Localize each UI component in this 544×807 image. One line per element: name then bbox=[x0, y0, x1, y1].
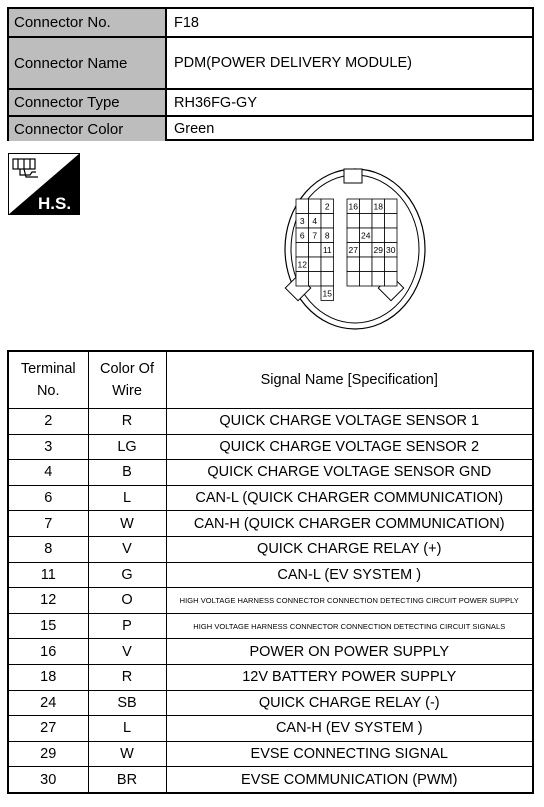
table-row bbox=[8, 613, 533, 639]
terminal-no-cell: 8 bbox=[8, 536, 88, 562]
table-row bbox=[8, 460, 533, 486]
cavity bbox=[309, 243, 322, 258]
signal-name-cell: EVSE COMMUNICATION (PWM) bbox=[166, 767, 533, 793]
wire-color-cell: P bbox=[88, 613, 166, 639]
cavity-label: 27 bbox=[348, 245, 358, 255]
connector-color-label: Connector Color bbox=[9, 117, 167, 141]
table-row bbox=[8, 639, 533, 665]
table-row bbox=[8, 485, 533, 511]
wire-color-cell: G bbox=[88, 562, 166, 588]
cavity bbox=[385, 214, 398, 229]
cavity-block-right bbox=[347, 199, 397, 286]
connector-type-value: RH36FG-GY bbox=[174, 94, 257, 111]
terminal-no-cell: 6 bbox=[8, 485, 88, 511]
terminal-no-cell: 4 bbox=[8, 460, 88, 486]
signal-name-cell: QUICK CHARGE RELAY (-) bbox=[166, 690, 533, 716]
wire-color-cell: V bbox=[88, 536, 166, 562]
connector-type-row bbox=[9, 90, 532, 117]
wire-color-cell: R bbox=[88, 409, 166, 435]
cavity bbox=[347, 257, 360, 272]
cavity bbox=[347, 214, 360, 229]
connector-no-row bbox=[9, 9, 532, 38]
cavity-label: 4 bbox=[312, 216, 318, 226]
cavity bbox=[385, 257, 398, 272]
signal-name-cell: POWER ON POWER SUPPLY bbox=[166, 639, 533, 665]
wire-color-cell: O bbox=[88, 588, 166, 614]
terminal-no-cell: 29 bbox=[8, 741, 88, 767]
connector-info-table bbox=[7, 7, 534, 141]
cavity bbox=[360, 257, 373, 272]
cavity-label: 8 bbox=[324, 230, 330, 241]
terminal-table-body bbox=[8, 409, 533, 793]
terminal-no-cell: 15 bbox=[8, 613, 88, 639]
terminal-table-header bbox=[8, 351, 533, 409]
cavity-label: 2 bbox=[324, 201, 330, 212]
signal-name-cell: EVSE CONNECTING SIGNAL bbox=[166, 741, 533, 767]
signal-name-cell: CAN-L (EV SYSTEM ) bbox=[166, 562, 533, 588]
signal-name-cell: CAN-L (QUICK CHARGER COMMUNICATION) bbox=[166, 485, 533, 511]
table-row bbox=[8, 716, 533, 742]
cavity bbox=[360, 243, 373, 258]
cavity-label: 11 bbox=[322, 245, 332, 255]
connector-no-label: Connector No. bbox=[9, 9, 167, 36]
signal-name-cell: HIGH VOLTAGE HARNESS CONNECTOR CONNECTION DETECTING CIRCUIT POWER SUPPLY bbox=[166, 588, 533, 614]
signal-name-header: Signal Name [Specification] bbox=[166, 351, 533, 409]
cavity bbox=[347, 228, 360, 243]
cavity-label: 6 bbox=[299, 230, 305, 241]
wire-color-cell: W bbox=[88, 511, 166, 537]
signal-name-cell: CAN-H (QUICK CHARGER COMMUNICATION) bbox=[166, 511, 533, 537]
terminal-no-cell: 27 bbox=[8, 716, 88, 742]
table-row bbox=[8, 511, 533, 537]
cavity bbox=[372, 257, 385, 272]
cavity bbox=[309, 257, 322, 272]
cavity bbox=[385, 199, 398, 214]
table-row bbox=[8, 536, 533, 562]
connector-name-row bbox=[9, 38, 532, 90]
connector-type-label: Connector Type bbox=[9, 90, 167, 115]
cavity bbox=[360, 272, 373, 287]
terminal-no-cell: 18 bbox=[8, 664, 88, 690]
wire-color-cell: W bbox=[88, 741, 166, 767]
connector-no-value: F18 bbox=[174, 14, 199, 31]
wire-color-cell: LG bbox=[88, 434, 166, 460]
cavity-label: 12 bbox=[297, 259, 307, 270]
wire-color-header: Color Of Wire bbox=[88, 351, 166, 409]
table-row bbox=[8, 767, 533, 793]
cavity bbox=[372, 214, 385, 229]
cavity bbox=[309, 272, 322, 287]
terminal-no-cell: 11 bbox=[8, 562, 88, 588]
cavity-label: 3 bbox=[299, 216, 305, 226]
cavity-label: 18 bbox=[373, 201, 383, 212]
signal-name-cell: 12V BATTERY POWER SUPPLY bbox=[166, 664, 533, 690]
hs-badge-text: H.S. bbox=[38, 194, 72, 213]
signal-name-cell: QUICK CHARGE VOLTAGE SENSOR 1 bbox=[166, 409, 533, 435]
cavity bbox=[309, 199, 322, 214]
cavity bbox=[296, 243, 309, 258]
terminal-no-cell: 16 bbox=[8, 639, 88, 665]
terminal-no-cell: 7 bbox=[8, 511, 88, 537]
cavity bbox=[296, 199, 309, 214]
wire-color-cell: L bbox=[88, 716, 166, 742]
connector-color-row bbox=[9, 117, 532, 141]
harness-side-badge bbox=[8, 153, 80, 215]
table-row bbox=[8, 588, 533, 614]
cavity-label: 7 bbox=[312, 230, 318, 241]
signal-name-cell: QUICK CHARGE VOLTAGE SENSOR GND bbox=[166, 460, 533, 486]
cavity bbox=[372, 272, 385, 287]
table-row bbox=[8, 690, 533, 716]
connector-name-label: Connector Name bbox=[9, 38, 167, 88]
cavity bbox=[321, 257, 334, 272]
cavity bbox=[385, 272, 398, 287]
table-row bbox=[8, 741, 533, 767]
cavity bbox=[360, 214, 373, 229]
cavity-label: 16 bbox=[348, 201, 358, 212]
table-row bbox=[8, 434, 533, 460]
wire-color-cell: B bbox=[88, 460, 166, 486]
terminal-table bbox=[7, 350, 534, 794]
wire-color-cell: V bbox=[88, 639, 166, 665]
table-row bbox=[8, 562, 533, 588]
cavity bbox=[372, 228, 385, 243]
wire-color-cell: BR bbox=[88, 767, 166, 793]
terminal-no-cell: 2 bbox=[8, 409, 88, 435]
signal-name-cell: QUICK CHARGE RELAY (+) bbox=[166, 536, 533, 562]
terminal-no-cell: 3 bbox=[8, 434, 88, 460]
table-row bbox=[8, 664, 533, 690]
table-row bbox=[8, 409, 533, 435]
terminal-no-cell: 12 bbox=[8, 588, 88, 614]
cavity-label: 29 bbox=[373, 245, 383, 255]
wire-color-cell: SB bbox=[88, 690, 166, 716]
connector-name-value: PDM(POWER DELIVERY MODULE) bbox=[174, 55, 412, 71]
signal-name-cell: QUICK CHARGE VOLTAGE SENSOR 2 bbox=[166, 434, 533, 460]
terminal-no-cell: 30 bbox=[8, 767, 88, 793]
cavity bbox=[321, 214, 334, 229]
cavity-label: 24 bbox=[361, 230, 371, 241]
terminal-no-header: Terminal No. bbox=[8, 351, 88, 409]
cavity bbox=[347, 272, 360, 287]
signal-name-cell: CAN-H (EV SYSTEM ) bbox=[166, 716, 533, 742]
terminal-no-cell: 24 bbox=[8, 690, 88, 716]
cavity-label: 30 bbox=[386, 245, 396, 255]
signal-name-cell: HIGH VOLTAGE HARNESS CONNECTOR CONNECTION DETECTING CIRCUIT SIGNALS bbox=[166, 613, 533, 639]
cavity bbox=[296, 272, 309, 287]
connector-face-diagram bbox=[270, 155, 440, 345]
connector-color-value: Green bbox=[174, 121, 215, 137]
wire-color-cell: R bbox=[88, 664, 166, 690]
cavity bbox=[360, 199, 373, 214]
cavity bbox=[321, 272, 334, 287]
cavity bbox=[385, 228, 398, 243]
wire-color-cell: L bbox=[88, 485, 166, 511]
cavity-label: 15 bbox=[322, 288, 332, 299]
